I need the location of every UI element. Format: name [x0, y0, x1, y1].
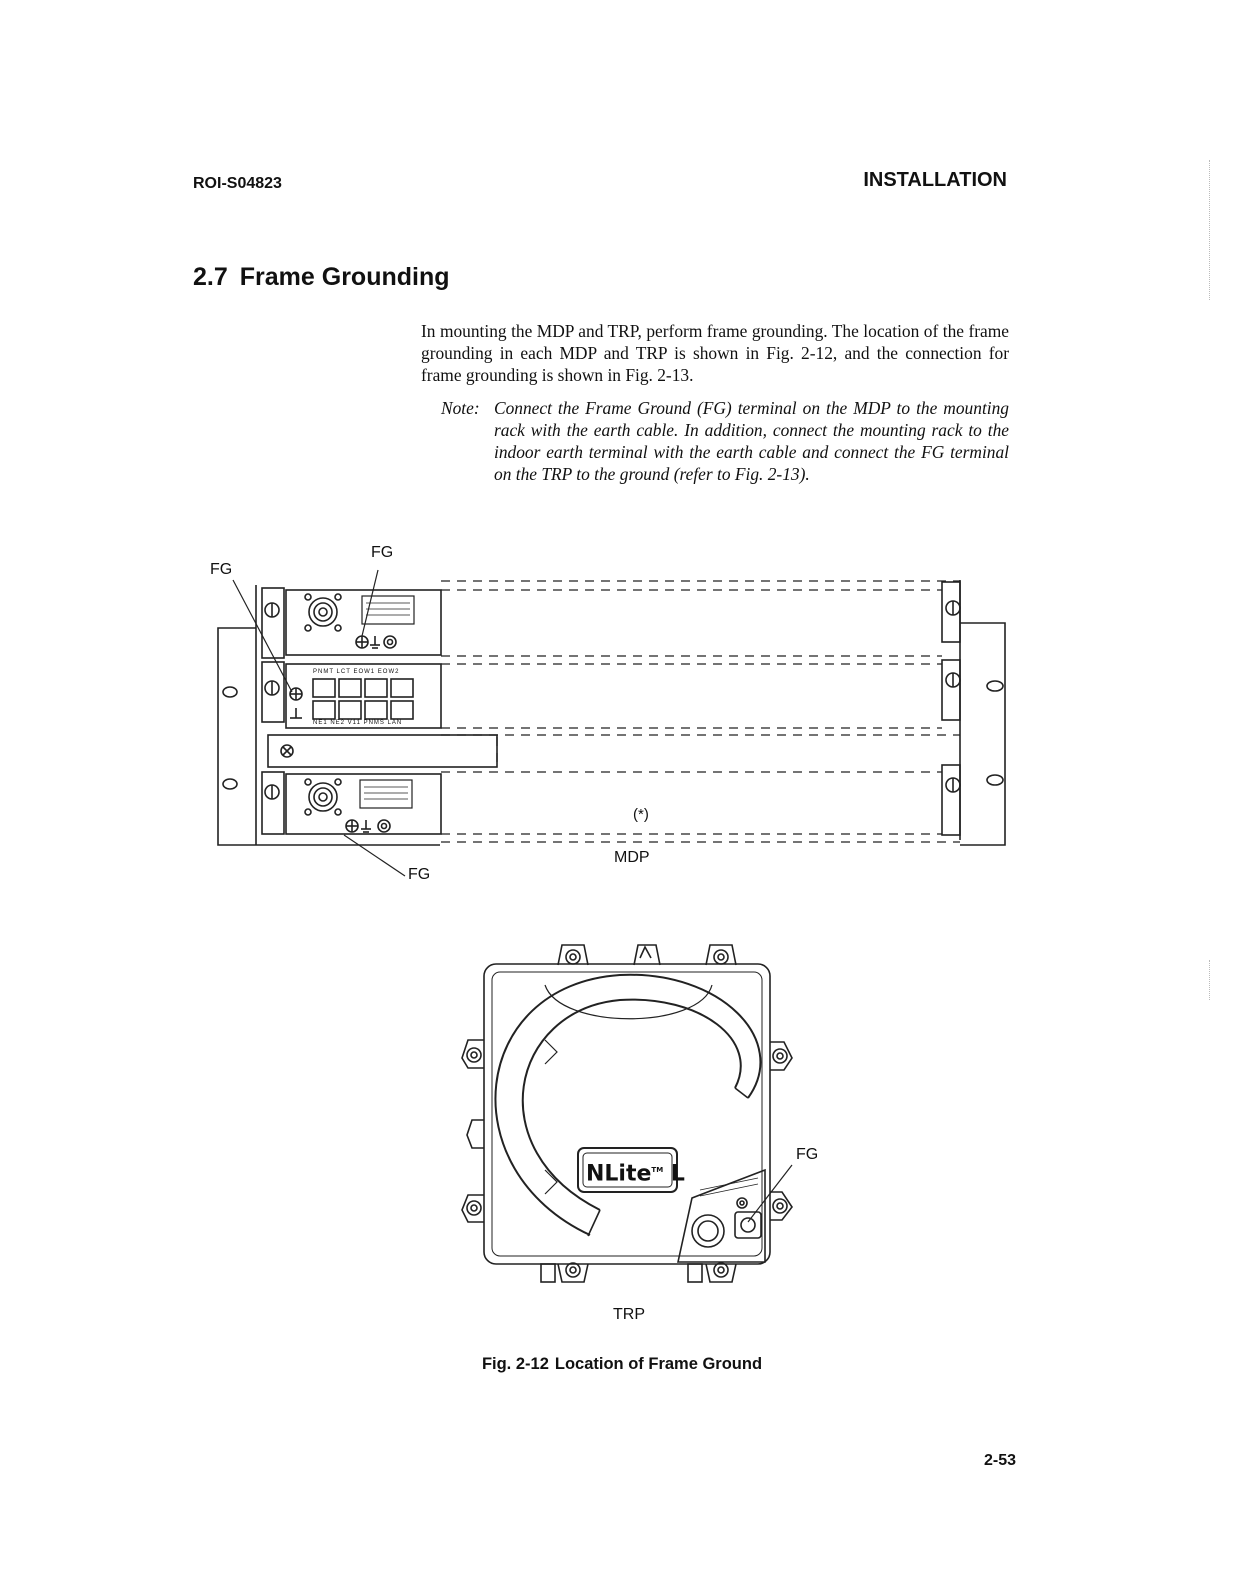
trp-brand-name: NLite — [586, 1161, 652, 1187]
fg-label-left: FG — [210, 561, 233, 578]
figure-title: Location of Frame Ground — [554, 1355, 763, 1373]
fg-label-lower: FG — [408, 866, 431, 883]
figure-number: Fig. 2-12 — [481, 1355, 549, 1373]
doc-id: ROI-S04823 — [193, 175, 282, 192]
trp-brand-tm: TM — [651, 1166, 664, 1174]
port-labels-top: PNMT LCT EOW1 EOW2 — [313, 669, 400, 675]
trp-brand-logo — [586, 1155, 685, 1189]
body-paragraph: In mounting the MDP and TRP, perform frame grounding. The location of the frame grounding in each MDP and TRP is shown in Fig. 2-12, and the connection for frame grounding is shown in Fig. 2-13. — [421, 321, 1009, 385]
page-number: 2-53 — [983, 1452, 1016, 1469]
chapter-title: INSTALLATION — [863, 169, 1007, 191]
trp-brand-suffix: L — [670, 1161, 685, 1187]
port-labels-bottom: NE1 NE2 V11 PNMS LAN — [313, 720, 403, 726]
mdp-label: MDP — [614, 849, 650, 866]
note-label: Note: — [441, 398, 480, 418]
trp-fg-label: FG — [796, 1146, 819, 1163]
fg-label-upper: FG — [371, 544, 394, 561]
figure-caption — [0, 1355, 1244, 1374]
section-title: Frame Grounding — [239, 263, 450, 291]
scan-edge-mark — [1209, 960, 1211, 1000]
asterisk-note: (*) — [633, 806, 649, 823]
note-text: Connect the Frame Ground (FG) terminal on the MDP to the mounting rack with the earth cable. In addition, connect the mounting rack to the indoor earth terminal with the earth cable and connect the FG terminal on the TRP to the ground (refer to Fig. 2-13). — [494, 398, 1009, 484]
scan-edge-mark — [1209, 160, 1211, 300]
section-number: 2.7 — [193, 263, 228, 291]
trp-label: TRP — [613, 1306, 645, 1323]
